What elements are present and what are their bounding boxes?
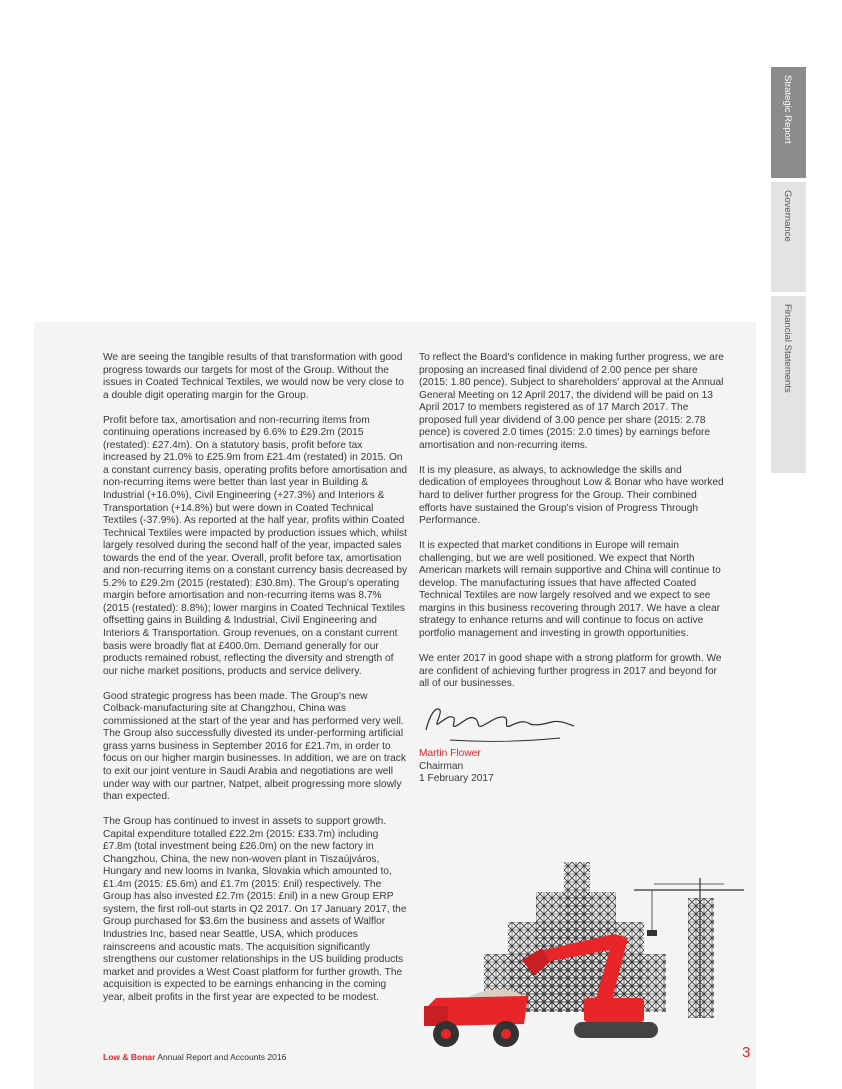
paragraph: We are seeing the tangible results of that transformation with good progress towards our targets for most of the Group. Without the issues in Coated Technical Textiles, we would now be very close to a double digit operating margin for the Group. bbox=[103, 352, 404, 401]
signatory-role: Chairman bbox=[419, 761, 464, 772]
footer-brand: Low & Bonar bbox=[103, 1052, 156, 1062]
excavator-cab bbox=[584, 998, 644, 1022]
tab-strategic-report[interactable] bbox=[771, 67, 806, 178]
crane-load bbox=[647, 930, 657, 936]
paragraph: It is expected that market conditions in Europe will remain challenging, but we are well positioned. We expect that North American markets will remain supportive and China will continue to develop. The manufacturing issues that have affected Coated Technical Textiles are now largely resolved and we expect to see margins in this business recovering through 2017. We have a clear strategy to enhance returns and will continue to focus on active portfolio management and investing in growth opportunities. bbox=[419, 540, 721, 639]
paragraph: Profit before tax, amortisation and non-recurring items from continuing operations increased by 6.6% to £29.2m (2015 (restated): £27.4m). On a statutory basis, profit before tax increased by 21.0% to £25.9m from £21.4m (restated) in 2015. On a constant currency basis, operating profits before amortisation and non-recurring items were better than last year in Building & Industrial (+16.0%), Civil Engineering (+27.3%) and Interiors & Transportation (+14.8%) but were down in Coated Technical Textiles (-37.9%). As reported at the half year, profits within Coated Technical Textiles were impacted by production issues which, whilst largely resolved during the second half of the year, impacted sales towards the end of the year. Overall, profit before tax, amortisation and non-recurring items on a constant currency basis decreased by 5.2% to £29.2m (2015 (restated): £30.8m). The Group's operating margin before amortisation and non-recurring items was 8.7% (2015 (restated): 8.8%); lower margins in Coated Technical Textiles offsetting gains in Building & Industrial, Civil Engineering and Interiors & Transportation. Group revenues, on a constant current basis were broadly flat at £400.0m. Demand generally for our products remained robust, reflecting the diversity and strength of our niche market positions, products and service delivery. bbox=[103, 414, 408, 677]
paragraph: It is my pleasure, as always, to acknowledge the skills and dedication of employees throughout Low & Bonar who have worked hard to deliver further progress for the Group. Their combined efforts have sustained the Group's vision of Progress Through Performance. bbox=[419, 464, 724, 527]
paragraph: The Group has continued to invest in assets to support growth. Capital expenditure totalled £22.2m (2015: £33.7m) including £7.8m (total investment being £26.0m) on the new factory in Changzhou, China, the new non-woven plant in Tiszaújváros, Hungary and new looms in Ivanka, Slovakia which amounted to, £1.4m (2015: £5.6m) and £1.7m (2015: £nil) respectively. The Group has also invested £2.7m (2015: £nil) in a new Group ERP system, the first roll-out starts in Q2 2017. On 17 January 2017, the Group purchased for $3.6m the business and assets of Walflor Industries Inc, based near Seattle, USA, which produces rainscreens and acoustic mats. The acquisition significantly strengthens our customer relationships in the US building products market and provides a West Coast platform for further growth. The acquisition is expected to be earnings enhancing in the coming year, albeit profits in the first year are expected to be modest. bbox=[103, 816, 407, 1003]
excavator-track bbox=[574, 1022, 658, 1038]
paragraph: To reflect the Board's confidence in making further progress, we are proposing an increased final dividend of 2.00 pence per share (2015: 1.80 pence). Subject to shareholders' approval at the Annual General Meeting on 12 April 2017, the dividend will be paid on 13 April 2017 to members registered as of 17 March 2017. The proposed full year dividend of 3.00 pence per share (2015: 2.78 pence) is covered 2.0 times (2015: 2.0 times) by earnings before amortisation and non-recurring items. bbox=[419, 352, 724, 451]
left-column bbox=[103, 352, 408, 1017]
truck-hub bbox=[441, 1029, 451, 1039]
tab-financial-statements[interactable] bbox=[771, 296, 806, 473]
footer-text: Annual Report and Accounts 2016 bbox=[155, 1052, 287, 1062]
scaffold-tower-right bbox=[688, 898, 714, 1018]
truck-hub bbox=[501, 1029, 511, 1039]
tab-label: Governance bbox=[782, 190, 793, 242]
page-number: 3 bbox=[742, 1044, 751, 1061]
paragraph: Good strategic progress has been made. The Group's new Colback-manufacturing site at Changzhou, China was commissioned at the start of the year and has performed very well. The Group also successfully divested its under-performing artificial grass yarns business in September 2016 for £21.7m, in order to focus on our higher margin businesses. In addition, we are on track to exit our joint venture in Saudi Arabia and negotiations are well under way with our partner, Natpet, albeit progressing more slowly than expected. bbox=[103, 690, 406, 803]
tab-governance[interactable] bbox=[771, 182, 806, 292]
tab-label: Strategic Report bbox=[782, 75, 793, 144]
footer bbox=[103, 1052, 286, 1062]
paragraph: We enter 2017 in good shape with a strong platform for growth. We are confident of achieving further progress in 2017 and beyond for all of our businesses. bbox=[419, 652, 722, 690]
signatory-date: 1 February 2017 bbox=[419, 773, 494, 784]
tab-label: Financial Statements bbox=[782, 304, 793, 393]
right-column bbox=[419, 352, 724, 703]
construction-illustration bbox=[424, 858, 756, 1050]
signature-image bbox=[420, 700, 580, 748]
signatory-name: Martin Flower bbox=[419, 748, 481, 759]
